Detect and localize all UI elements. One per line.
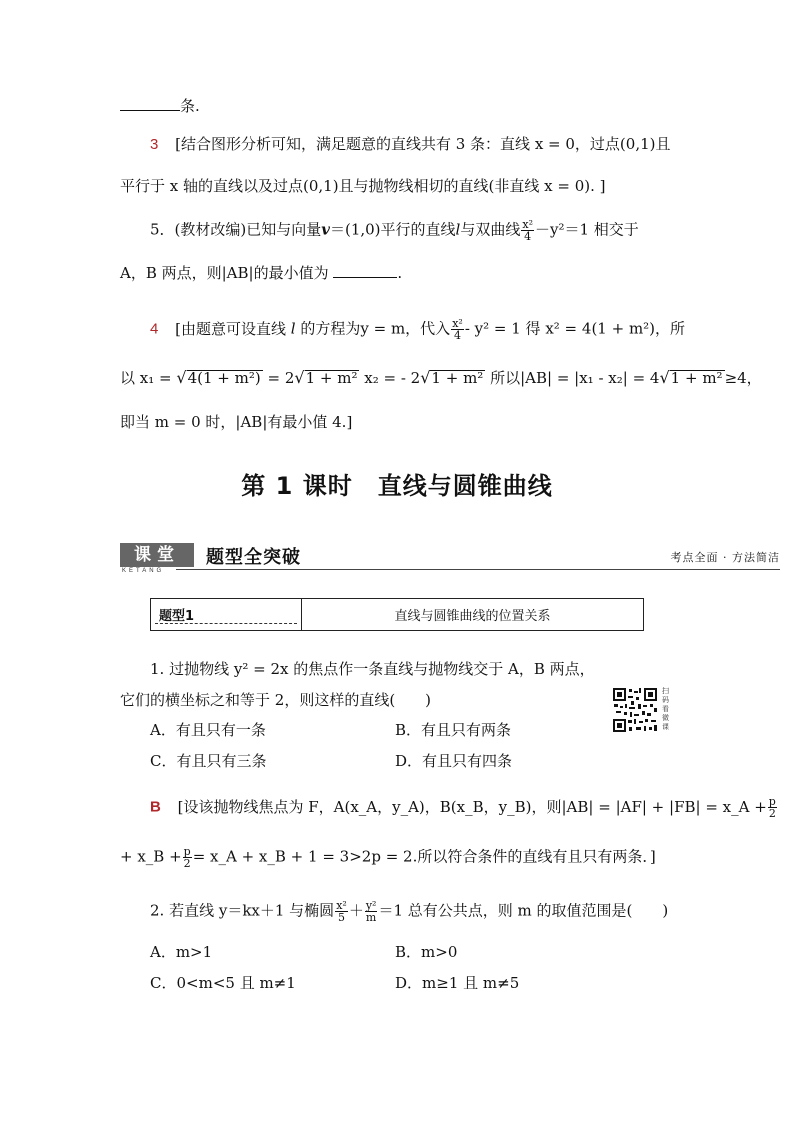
qr-code-icon[interactable] [612, 687, 658, 733]
q5-text-a: 5．(教材改编)已知与向量 [150, 220, 322, 239]
q2-fraction1 [335, 900, 348, 923]
q2-plus: ＋ [348, 901, 364, 920]
a1-frac2-num: p [183, 845, 191, 858]
banner-heading: 题型全突破 [206, 547, 301, 568]
top-fill-line [120, 96, 200, 116]
answer4-line2 [120, 368, 762, 388]
a4-frac-num: x² [452, 317, 463, 330]
q1-line2 [120, 690, 431, 710]
banner-tag-sub: KETANG [122, 568, 165, 574]
answer-blank [120, 96, 180, 111]
q1-option-a [150, 720, 266, 740]
q2-f2-num: y² [365, 899, 377, 912]
q5-line1 [150, 219, 639, 242]
answer-letter: 4 [150, 320, 159, 338]
qr-caption: 扫码看微课 [662, 687, 669, 731]
a1-fraction1 [768, 796, 777, 819]
q1-option-c [150, 751, 266, 771]
q1-option-d [395, 751, 512, 771]
a1-frac1-den: 2 [768, 807, 776, 820]
q2-opt-b: B．m>0 [395, 943, 458, 961]
q2-fraction2 [365, 900, 378, 923]
answer3-line2 [120, 176, 606, 196]
q2-text-a: 2. 若直线 y＝kx＋1 与椭圆 [150, 901, 335, 920]
a4-text-j: 即当 m = 0 时，|AB|有最小值 4.] [120, 413, 353, 431]
a4-sqrt1: 4(1 + m²) [187, 369, 261, 387]
q2-option-d [395, 973, 519, 993]
sqrt-symbol: √ [176, 368, 187, 387]
q5-text-b: ＝(1,0)平行的直线 [329, 220, 456, 239]
q2-opt-a: A．m>1 [150, 943, 213, 961]
q5-fraction [521, 219, 534, 242]
q1-text2: 它们的横坐标之和等于 2，则这样的直线( ) [120, 691, 432, 709]
q1-option-b [395, 720, 511, 740]
top-line-suffix: 条. [180, 97, 200, 115]
q5-text-d: －y²＝1 相交于 [534, 220, 639, 239]
a1-fraction2 [183, 846, 192, 869]
q2-text-b: ＝1 总有公共点，则 m 的取值范围是( ) [378, 901, 669, 920]
answer-letter: 3 [150, 136, 159, 153]
section-banner [120, 543, 780, 575]
lesson-title: 第 1 课时 直线与圆锥曲线 [241, 472, 553, 500]
q2-opt-c: C．0<m<5 且 m≠1 [150, 974, 296, 992]
vector-v: v [321, 220, 330, 239]
a1-frac1-num: p [768, 795, 776, 808]
q1-opt-c: C．有且只有三条 [150, 752, 267, 770]
q5-answer-blank [333, 263, 397, 278]
q2-f1-num: x² [336, 899, 347, 912]
a4-sqrt2: 1 + m² [305, 369, 358, 387]
sqrt-symbol: √ [420, 368, 431, 387]
q5-text-e: A，B 两点，则|AB|的最小值为 [120, 264, 329, 282]
q1-opt-b: B．有且只有两条 [395, 721, 512, 739]
sqrt-symbol: √ [659, 368, 670, 387]
q5-text-end: . [397, 264, 403, 282]
q2-option-c [150, 973, 296, 993]
a1-text3: = x_A + x_B + 1 = 3>2p = 2.所以符合条件的直线有且只有两条．] [192, 847, 656, 866]
q1-line1 [150, 659, 595, 679]
a4-sqrt4: 1 + m² [670, 369, 723, 387]
a4-text-f: = 2 [267, 369, 295, 387]
sqrt-symbol: √ [294, 368, 305, 387]
a4-text-a: [由题意可设直线 [175, 319, 286, 338]
q2-opt-d: D．m≥1 且 m≠5 [395, 974, 520, 992]
q2-f1-den: 5 [338, 911, 345, 924]
answer3-text1: [结合图形分析可知，满足题意的直线共有 3 条：直线 x = 0，过点(0,1)且 [175, 135, 671, 153]
a4-text-h: 所以|AB| = |x₁ - x₂| = 4 [490, 369, 660, 387]
a1-text2: + x_B + [120, 847, 182, 866]
a4-frac-den: 4 [454, 329, 461, 342]
q5-frac-den: 4 [524, 230, 532, 243]
a1-frac2-den: 2 [183, 857, 191, 870]
question-type-text: 直线与圆锥曲线的位置关系 [394, 609, 551, 624]
banner-slogan: 考点全面 · 方法简洁 [670, 551, 780, 564]
a4-text-e: 以 x₁ = [120, 369, 172, 387]
answer3-text2: 平行于 x 轴的直线以及过点(0,1)且与抛物线相切的直线(非直线 x = 0). ] [120, 177, 606, 195]
q5-text-c: 与双曲线 [460, 220, 521, 239]
answer-letter: B [150, 798, 161, 816]
a4-text-c: y = m，代入 [360, 319, 451, 338]
a1-text1: [设该抛物线焦点为 F，A(x_A，y_A)，B(x_B，y_B)，则|AB| = |AF| + |FB| = x_A + [177, 797, 767, 816]
question-type-label [151, 599, 302, 630]
answer4-line1 [150, 318, 685, 341]
answer4-line3 [120, 412, 352, 432]
q1-opt-d: D．有且只有四条 [395, 752, 513, 770]
a4-text-i: ≥4， [724, 369, 762, 387]
a4-text-g: x₂ = - 2 [364, 369, 421, 387]
q1-opt-a: A．有且只有一条 [150, 721, 266, 739]
q2-line1 [150, 900, 668, 923]
dashed-rule [155, 623, 297, 624]
banner-rule [176, 569, 780, 570]
line-l: l [455, 220, 461, 239]
q1-text1: 1. 过抛物线 y² = 2x 的焦点作一条直线与抛物线交于 A，B 两点， [150, 660, 595, 678]
a4-text-d: - y² = 1 得 x² = 4(1 + m²)，所 [464, 319, 686, 338]
q5-frac-num: x² [522, 218, 533, 231]
type-label-text: 题型1 [159, 609, 195, 624]
question-type-box [150, 598, 644, 631]
answer1-line2 [120, 846, 656, 869]
a4-line-l: l [290, 319, 296, 338]
a4-sqrt3: 1 + m² [431, 369, 484, 387]
q5-line2 [120, 263, 402, 283]
banner-tag: 课堂 [120, 543, 194, 567]
a4-text-b: 的方程为 [300, 319, 361, 338]
a4-fraction [451, 318, 464, 341]
q2-option-b [395, 942, 457, 962]
answer1-line1 [150, 796, 778, 819]
answer3-line1 [150, 134, 671, 155]
q2-option-a [150, 942, 212, 962]
q2-f2-den: m [365, 911, 377, 924]
